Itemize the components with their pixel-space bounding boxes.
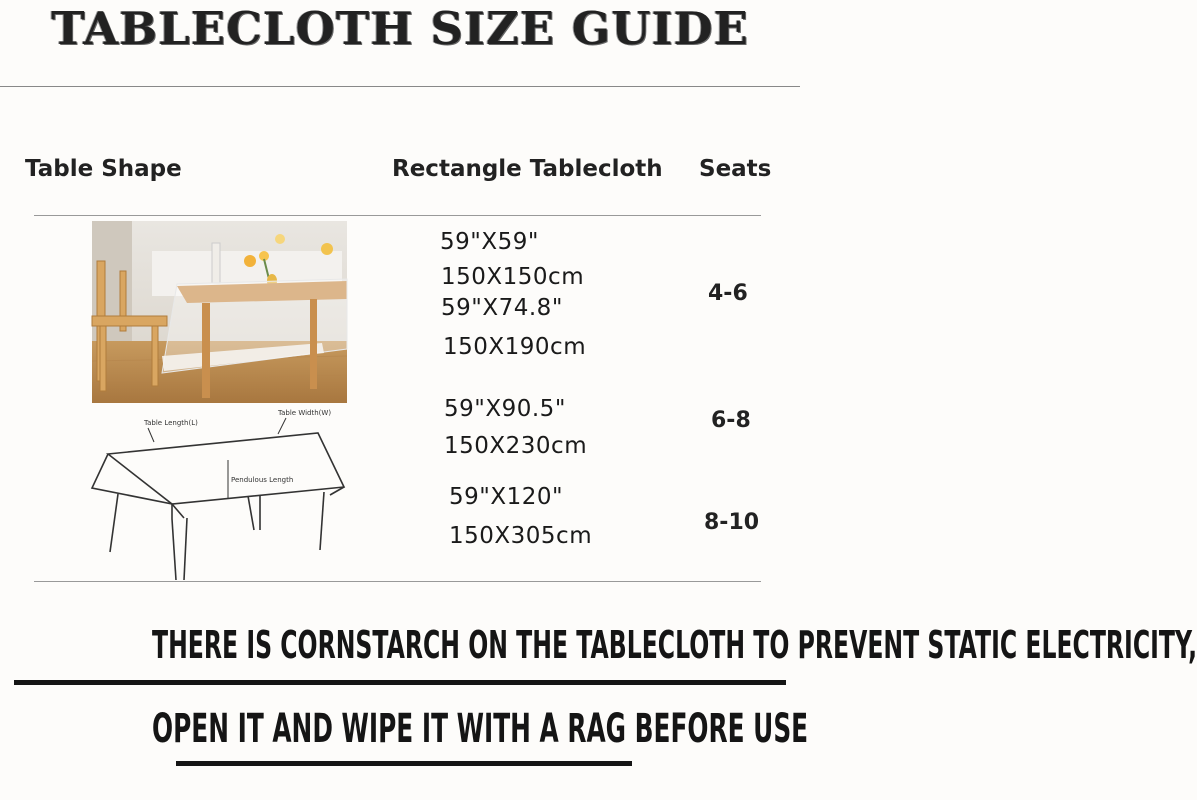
notice-underline-1 bbox=[14, 680, 786, 685]
table-length-label: Table Length(L) bbox=[144, 419, 198, 427]
size-cm-3: 150X230cm bbox=[444, 433, 588, 459]
seats-value-2: 6-8 bbox=[711, 408, 751, 433]
size-cm-1: 150X150cm bbox=[441, 264, 585, 290]
header-table-shape: Table Shape bbox=[25, 156, 182, 182]
size-inch-1: 59"X59" bbox=[440, 229, 539, 255]
header-rectangle-tablecloth: Rectangle Tablecloth bbox=[392, 156, 663, 182]
header-divider bbox=[34, 215, 761, 216]
table-bottom-divider bbox=[34, 581, 761, 582]
table-dimension-diagram bbox=[88, 402, 350, 580]
title-divider bbox=[0, 86, 800, 87]
notice-line-2: OPEN IT AND WIPE IT WITH A RAG BEFORE USE bbox=[152, 706, 809, 752]
pendulous-length-label: Pendulous Length bbox=[231, 476, 294, 484]
table-width-label: Table Width(W) bbox=[278, 409, 332, 417]
page-title: TABLECLOTH SIZE GUIDE bbox=[51, 2, 749, 55]
product-photo bbox=[92, 221, 347, 403]
size-inch-3: 59"X90.5" bbox=[444, 396, 566, 422]
size-cm-4: 150X305cm bbox=[449, 523, 593, 549]
notice-line-1: THERE IS CORNSTARCH ON THE TABLECLOTH TO PREVENT STATIC ELECTRICITY, bbox=[152, 623, 1197, 667]
size-inch-4: 59"X120" bbox=[449, 484, 564, 510]
notice-underline-2 bbox=[176, 761, 632, 766]
size-cm-2: 150X190cm bbox=[443, 334, 587, 360]
seats-value-1: 4-6 bbox=[708, 281, 748, 306]
seats-value-3: 8-10 bbox=[704, 510, 760, 535]
size-inch-2: 59"X74.8" bbox=[441, 295, 563, 321]
header-seats: Seats bbox=[699, 156, 772, 182]
